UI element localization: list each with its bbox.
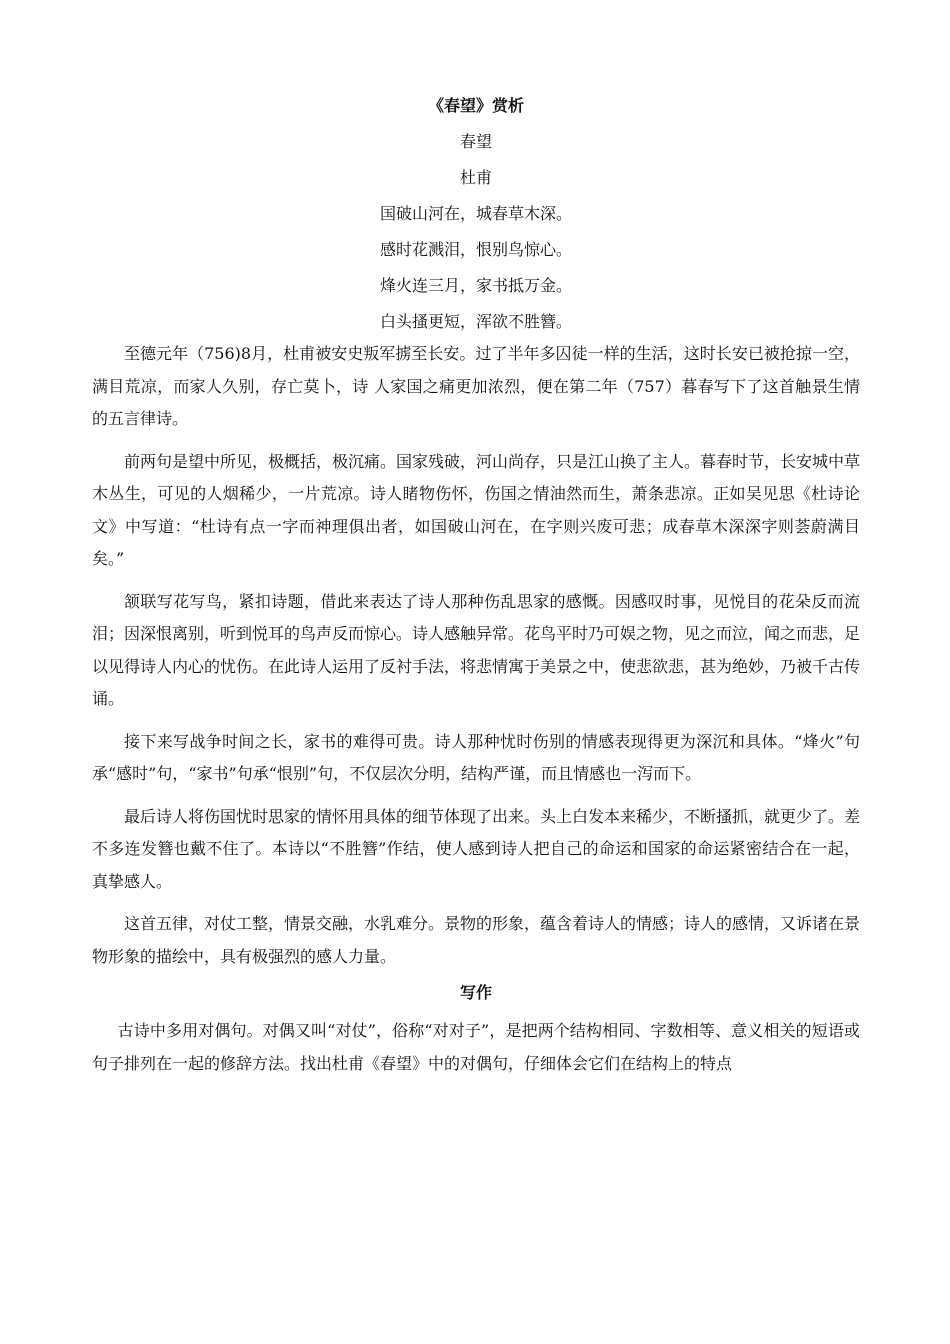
analysis-paragraph: 这首五律，对仗工整，情景交融，水乳难分。景物的形象，蕴含着诗人的情感；诗人的感情，又诉诸在景物形象的描绘中，具有极强烈的感人力量。: [92, 914, 861, 966]
poem-line: 国破山河在，城春草木深。: [379, 204, 572, 223]
analysis-paragraph: 前两句是望中所见，极概括，极沉痛。国家残破，河山尚存，只是江山换了主人。暮春时节，长安城中草木丛生，可见的人烟稀少，一片荒凉。诗人睹物伤怀，伤国之情油然而生，萧条悲凉。正如吴见思《杜诗论文》中写道：“杜诗有点一字而神理俱出者，如国破山河在，在字则兴废可悲；成春草木深深字则荟蔚满目矣。”: [92, 451, 861, 568]
analysis-paragraph: 至德元年（756)8月，杜甫被安史叛军掳至长安。过了半年多囚徒一样的生活，这时长安已被抢掠一空，满目荒凉，而家人久别，存亡莫卜，诗 人家国之痛更加浓烈，便在第二年（757）暮春写下了这首触景生情的五言律诗。: [92, 344, 860, 428]
writing-paragraph: 古诗中多用对偶句。对偶又叫“对仗”，俗称“对对子”，是把两个结构相同、字数相等、意义相关的短语或句子排列在一起的修辞方法。找出杜甫《春望》中的对偶句，仔细体会它们在结构上的特点: [92, 1021, 860, 1073]
writing-heading: 写作: [459, 983, 492, 1002]
poem-name: 春望: [459, 132, 492, 151]
poem-author: 杜甫: [459, 168, 492, 187]
poem-line: 白头搔更短，浑欲不胜簪。: [379, 312, 572, 331]
document-page: [92, 96, 860, 1080]
analysis-paragraph: 接下来写战争时间之长，家书的难得可贵。诗人那种忧时伤别的情感表现得更为深沉和具体。“烽火”句承“感时”句，“家书”句承“恨别”句，不仅层次分明，结构严谨，而且情感也一泻而下。: [92, 731, 860, 783]
analysis-paragraph: 最后诗人将伤国忧时思家的情怀用具体的细节体现了出来。头上白发本来稀少，不断搔抓，就更少了。差不多连发簪也戴不住了。本诗以“不胜簪”作结，使人感到诗人把自己的命运和国家的命运紧密结合在一起，真挚感人。: [92, 806, 861, 891]
document-title: 《春望》赏析: [427, 96, 524, 115]
poem-line: 烽火连三月，家书抵万金。: [379, 276, 572, 295]
poem-line: 感时花溅泪，恨别鸟惊心。: [379, 240, 572, 259]
analysis-paragraph: 颔联写花写鸟，紧扣诗题，借此来表达了诗人那种伤乱思家的感慨。因感叹时事，见悦目的花朵反而流泪；因深恨离别，听到悦耳的鸟声反而惊心。诗人感触异常。花鸟平时乃可娱之物，见之而泣，闻之而悲，足以见得诗人内心的忧伤。在此诗人运用了反衬手法，将悲情寓于美景之中，使悲欲悲，甚为绝妙，乃被千古传诵。: [92, 591, 861, 708]
